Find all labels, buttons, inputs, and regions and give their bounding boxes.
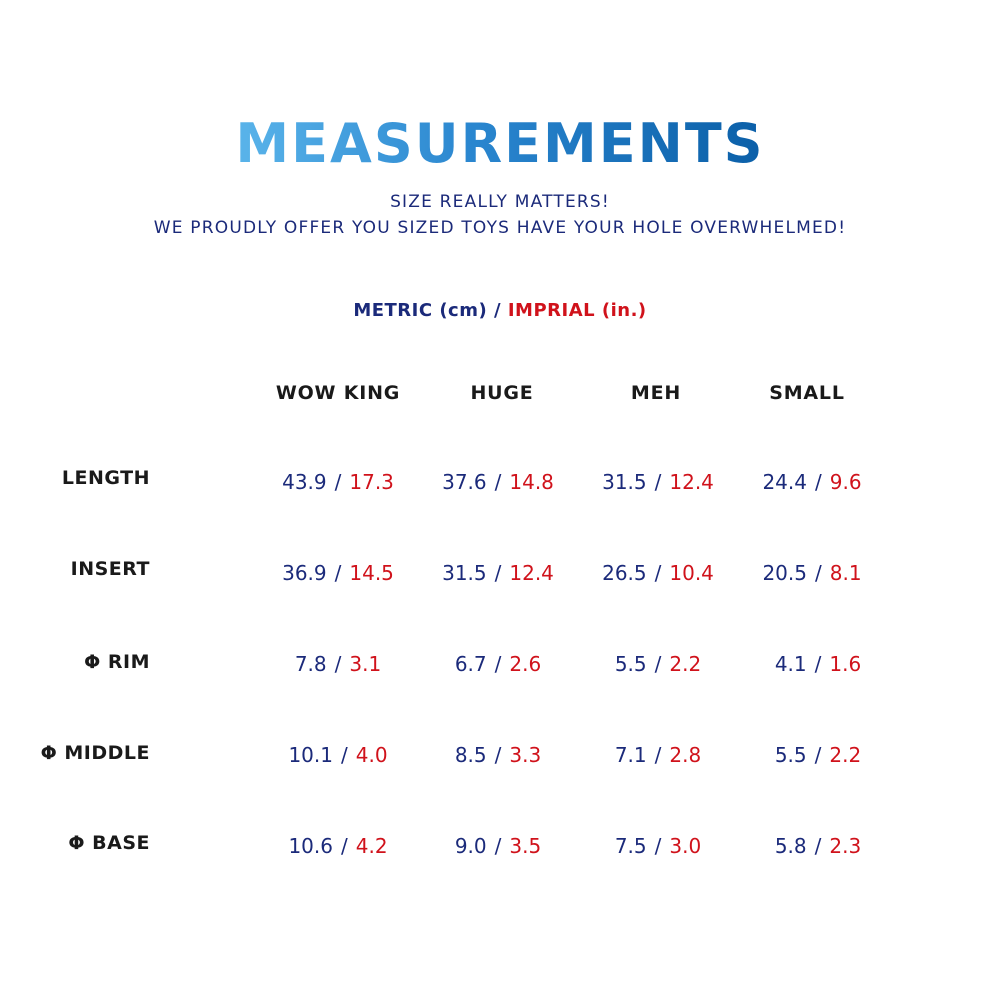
- imperial-value: 9.6: [829, 470, 862, 494]
- table-cell: [578, 834, 738, 858]
- metric-value: 8.5: [454, 743, 487, 767]
- imperial-value: 2.3: [829, 834, 862, 858]
- page-title-text: MEASUREMENTS: [235, 112, 765, 175]
- metric-value: 37.6: [442, 470, 487, 494]
- column-header-wow-king: WOW KING: [275, 382, 401, 404]
- imperial-value: 4.0: [355, 743, 388, 767]
- value-separator: /: [654, 561, 662, 585]
- table-cell: [578, 743, 738, 767]
- metric-unit-label: METRIC (cm): [353, 300, 488, 321]
- imperial-value: 10.4: [669, 561, 714, 585]
- table-cell: [418, 561, 578, 585]
- column-header-meh: MEH: [630, 382, 682, 404]
- value-separator: /: [654, 743, 662, 767]
- row-label-rim: Φ RIM: [84, 651, 150, 673]
- table-cell: [258, 834, 418, 858]
- metric-value: 5.5: [774, 743, 807, 767]
- metric-value: 36.9: [282, 561, 327, 585]
- imperial-value: 4.2: [355, 834, 388, 858]
- value-separator: /: [494, 470, 502, 494]
- metric-value: 26.5: [602, 561, 647, 585]
- row-label-insert: INSERT: [70, 558, 150, 580]
- value-separator: /: [814, 561, 822, 585]
- metric-value: 7.5: [614, 834, 647, 858]
- table-cell: [418, 652, 578, 676]
- metric-value: 9.0: [454, 834, 487, 858]
- value-separator: /: [494, 743, 502, 767]
- table-cell: [418, 834, 578, 858]
- column-header-small: SMALL: [769, 382, 845, 404]
- subtitle-line-2: WE PROUDLY OFFER YOU SIZED TOYS HAVE YOUR HOLE OVERWHELMED!: [153, 218, 847, 238]
- imperial-unit-label: IMPRIAL (in.): [507, 300, 647, 321]
- column-header-huge: HUGE: [470, 382, 534, 404]
- value-separator: /: [814, 834, 822, 858]
- value-separator: /: [494, 652, 502, 676]
- metric-value: 31.5: [602, 470, 647, 494]
- value-separator: /: [814, 470, 822, 494]
- table-cell: [578, 470, 738, 494]
- value-separator: /: [334, 652, 342, 676]
- value-separator: /: [814, 652, 822, 676]
- table-cell: [258, 561, 418, 585]
- metric-value: 5.5: [614, 652, 647, 676]
- units-legend: [0, 300, 1000, 321]
- imperial-value: 3.1: [349, 652, 382, 676]
- metric-value: 7.1: [614, 743, 647, 767]
- imperial-value: 1.6: [829, 652, 862, 676]
- subtitle-line-1: SIZE REALLY MATTERS!: [390, 192, 610, 212]
- table-cell: [732, 561, 892, 585]
- table-cell: [418, 743, 578, 767]
- value-separator: /: [340, 743, 348, 767]
- metric-value: 4.1: [774, 652, 807, 676]
- value-separator: /: [654, 834, 662, 858]
- table-cell: [258, 743, 418, 767]
- value-separator: /: [340, 834, 348, 858]
- table-cell: [258, 470, 418, 494]
- imperial-value: 17.3: [349, 470, 394, 494]
- imperial-value: 2.2: [669, 652, 702, 676]
- imperial-value: 12.4: [509, 561, 554, 585]
- table-cell: [578, 652, 738, 676]
- value-separator: /: [494, 834, 502, 858]
- metric-value: 20.5: [762, 561, 807, 585]
- imperial-value: 8.1: [829, 561, 862, 585]
- table-cell: [738, 652, 898, 676]
- value-separator: /: [334, 561, 342, 585]
- table-cell: [732, 470, 892, 494]
- metric-value: 24.4: [762, 470, 807, 494]
- imperial-value: 14.5: [349, 561, 394, 585]
- imperial-value: 14.8: [509, 470, 554, 494]
- row-label-length: LENGTH: [61, 467, 150, 489]
- row-label-base: Φ BASE: [68, 832, 150, 854]
- imperial-value: 3.5: [509, 834, 542, 858]
- table-cell: [418, 470, 578, 494]
- imperial-value: 3.3: [509, 743, 542, 767]
- value-separator: /: [494, 561, 502, 585]
- metric-value: 7.8: [294, 652, 327, 676]
- value-separator: /: [334, 470, 342, 494]
- metric-value: 43.9: [282, 470, 327, 494]
- table-cell: [258, 652, 418, 676]
- imperial-value: 2.6: [509, 652, 542, 676]
- imperial-value: 3.0: [669, 834, 702, 858]
- metric-value: 5.8: [774, 834, 807, 858]
- metric-value: 10.1: [288, 743, 333, 767]
- metric-value: 31.5: [442, 561, 487, 585]
- row-label-middle: Φ MIDDLE: [40, 742, 150, 764]
- metric-value: 6.7: [454, 652, 487, 676]
- table-cell: [578, 561, 738, 585]
- imperial-value: 2.2: [829, 743, 862, 767]
- value-separator: /: [654, 652, 662, 676]
- unit-separator: /: [494, 300, 502, 321]
- table-cell: [738, 834, 898, 858]
- page-title: [0, 112, 1000, 176]
- table-cell: [738, 743, 898, 767]
- value-separator: /: [814, 743, 822, 767]
- imperial-value: 12.4: [669, 470, 714, 494]
- value-separator: /: [654, 470, 662, 494]
- imperial-value: 2.8: [669, 743, 702, 767]
- metric-value: 10.6: [288, 834, 333, 858]
